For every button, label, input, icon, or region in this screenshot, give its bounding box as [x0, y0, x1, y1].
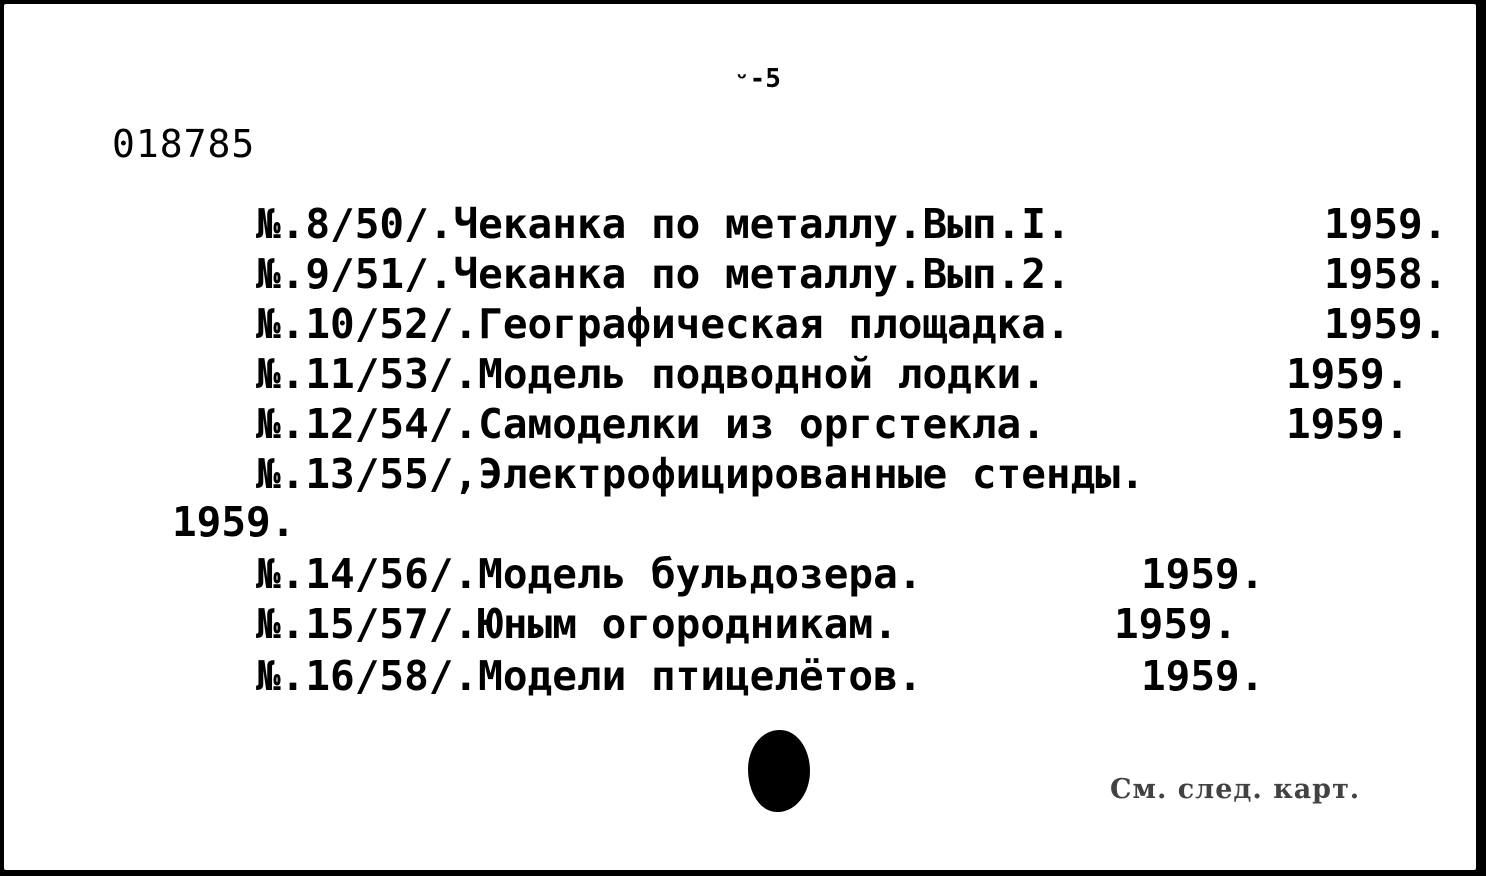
entry-year: 1958. [1324, 250, 1448, 298]
inventory-number: 018785 [112, 122, 256, 166]
entry-line [256, 600, 1238, 648]
entry-text: №.8/50/.Чеканка по металлу.Вып.I. [256, 200, 1071, 248]
entry-text: 1959. [172, 498, 296, 546]
entry-year: 1959. [1324, 200, 1448, 248]
catalog-card [4, 4, 1476, 870]
entry-line-continuation [172, 498, 295, 546]
entry-year: 1959. [1114, 600, 1238, 648]
entry-text: №.10/52/.Географическая площадка. [256, 300, 1071, 348]
entry-year: 1959. [1141, 550, 1265, 598]
entry-text: №.12/54/.Самоделки из оргстекла. [256, 400, 1046, 448]
entry-line [256, 450, 1145, 498]
entry-line [256, 350, 1410, 398]
entry-year: 1959. [1324, 300, 1448, 348]
entry-line [256, 550, 1265, 598]
entry-text: №.13/55/,Электрофицированные стенды. [256, 450, 1145, 498]
punch-hole [748, 730, 810, 812]
entry-text: №.9/51/.Чеканка по металлу.Вып.2. [256, 250, 1071, 298]
entry-line [256, 652, 1265, 700]
entry-line [256, 250, 1448, 298]
entry-line [256, 300, 1448, 348]
entry-text: №.15/57/.Юным огородникам. [256, 600, 898, 648]
entry-text: №.11/53/.Модель подводной лодки. [256, 350, 1046, 398]
entry-line [256, 400, 1410, 448]
handwritten-mark: ᵕ-5 [734, 64, 781, 94]
entry-year: 1959. [1286, 400, 1410, 448]
entry-year: 1959. [1286, 350, 1410, 398]
entry-text: №.16/58/.Модели птицелётов. [256, 652, 923, 700]
entry-year: 1959. [1141, 652, 1265, 700]
entry-text: №.14/56/.Модель бульдозера. [256, 550, 923, 598]
see-next-card-stamp: См. след. карт. [1110, 774, 1361, 805]
entry-line [256, 200, 1448, 248]
